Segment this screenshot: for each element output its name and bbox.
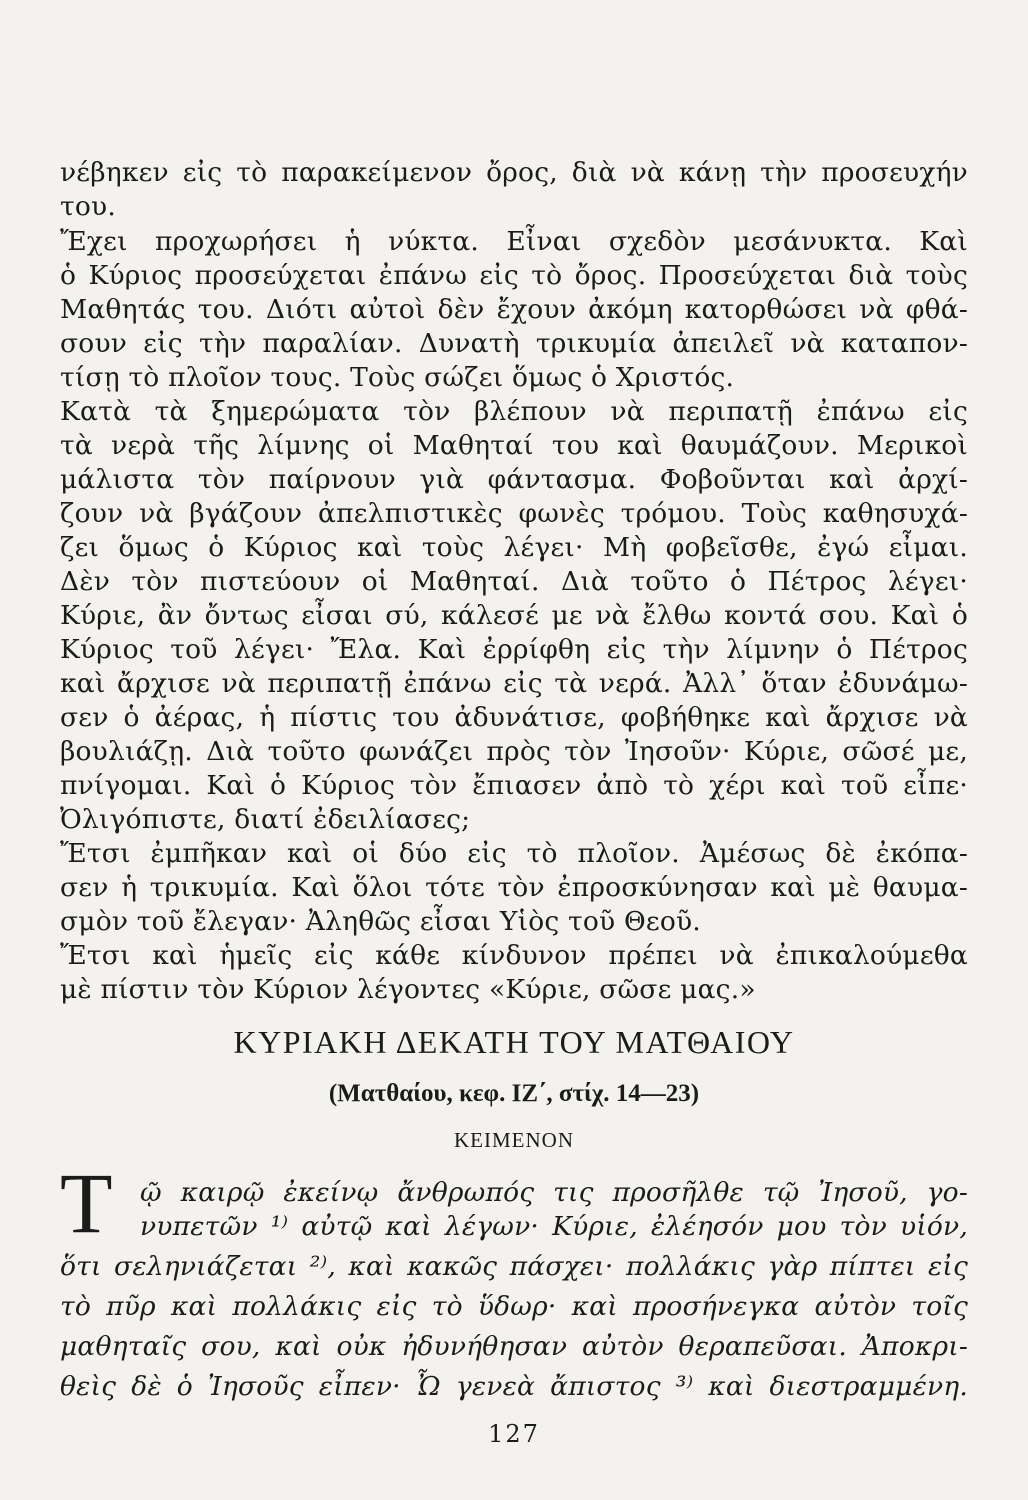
scripture-line: τὸ πῦρ καὶ πολλάκις εἰς τὸ ὕδωρ· καὶ προσήνεγκα αὐτὸν τοῖς [60, 1291, 968, 1322]
body-line: σουν εἰς τὴν παραλίαν. Δυνατὴ τρικυμία ἀπειλεῖ νὰ καταπον- [60, 328, 968, 359]
body-line: του. [60, 191, 116, 222]
section-label: ΚΕΙΜΕΝΟΝ [454, 1128, 574, 1152]
body-line: Ἔχει προχωρήσει ἡ νύκτα. Εἶναι σχεδὸν μεσάνυκτα. Καὶ [60, 226, 968, 257]
body-line: Μαθητάς του. Διότι αὐτοὶ δὲν ἔχουν ἀκόμη κατορθώσει νὰ φθά- [60, 294, 968, 325]
scripture-line: μαθηταῖς σου, καὶ οὐκ ἠδυνήθησαν αὐτὸν θεραπεῦσαι. Ἀποκρι- [60, 1331, 968, 1362]
body-line: τίσῃ τὸ πλοῖον τους. Τοὺς σώζει ὅμως ὁ Χριστός. [60, 362, 735, 393]
body-line: Ὀλιγόπιστε, διατί ἐδειλίασες; [60, 804, 471, 835]
scripture-line: θεὶς δὲ ὁ Ἰησοῦς εἶπεν· Ὦ γενεὰ ἄπιστος ³⁾ καὶ διεστραμμένη. [60, 1371, 968, 1402]
body-line: Δὲν τὸν πιστεύουν οἱ Μαθηταί. Διὰ τοῦτο ὁ Πέτρος λέγει· [60, 566, 968, 597]
section-subtitle: (Ματθαίου, κεφ. ΙΖ΄, στίχ. 14—23) [328, 1080, 700, 1107]
body-line: καὶ ἄρχισε νὰ περιπατῇ ἐπάνω εἰς τὰ νερά. Ἀλλ᾿ ὅταν ἐδυνάμω- [60, 668, 968, 699]
body-line: Κύριε, ἂν ὄντως εἶσαι σύ, κάλεσέ με νὰ ἔλθω κοντά σου. Καὶ ὁ [60, 600, 968, 631]
scripture-line: νυπετῶν ¹⁾ αὐτῷ καὶ λέγων· Κύριε, ἐλέησόν μου τὸν υἱόν, [140, 1211, 968, 1242]
body-line: βουλιάζῃ. Διὰ τοῦτο φωνάζει πρὸς τὸν Ἰησοῦν· Κύριε, σῶσέ με, [60, 736, 968, 767]
body-line: σμὸν τοῦ ἔλεγαν· Ἀληθῶς εἶσαι Υἱὸς τοῦ Θεοῦ. [60, 906, 701, 937]
body-line: σεν ὁ ἀέρας, ἡ πίστις του ἀδυνάτισε, φοβήθηκε καὶ ἄρχισε νὰ [60, 702, 968, 733]
body-line: Κύριος τοῦ λέγει· Ἔλα. Καὶ ἐρρίφθη εἰς τὴν λίμνην ὁ Πέτρος [60, 634, 968, 665]
body-line: ὁ Κύριος προσεύχεται ἐπάνω εἰς τὸ ὄρος. Προσεύχεται διὰ τοὺς [60, 260, 968, 291]
body-line: Κατὰ τὰ ξημερώματα τὸν βλέπουν νὰ περιπατῇ ἐπάνω εἰς [60, 396, 968, 427]
body-line: πνίγομαι. Καὶ ὁ Κύριος τὸν ἔπιασεν ἀπὸ τὸ χέρι καὶ τοῦ εἶπε· [60, 770, 968, 801]
scripture-line: ὅτι σεληνιάζεται ²⁾, καὶ κακῶς πάσχει· πολλάκις γὰρ πίπτει εἰς [60, 1251, 968, 1282]
body-line: μάλιστα τὸν παίρνουν γιὰ φάντασμα. Φοβοῦνται καὶ ἀρχί- [60, 464, 968, 495]
drop-cap: Τ [60, 1155, 113, 1251]
body-line: Ἔτσι καὶ ἡμεῖς εἰς κάθε κίνδυνον πρέπει νὰ ἐπικαλούμεθα [60, 940, 968, 971]
scripture-line: ῷ καιρῷ ἐκείνῳ ἄνθρωπός τις προσῆλθε τῷ Ἰησοῦ, γο- [140, 1177, 968, 1208]
body-line: ζει ὅμως ὁ Κύριος καὶ τοὺς λέγει· Μὴ φοβεῖσθε, ἐγώ εἶμαι. [60, 532, 968, 563]
page-number: 127 [488, 1420, 540, 1448]
body-line: μὲ πίστιν τὸν Κύριον λέγοντες «Κύριε, σῶσε μας.» [60, 974, 756, 1005]
section-title: ΚΥΡΙΑΚΗ ΔΕΚΑΤΗ ΤΟΥ ΜΑΤΘΑΙΟΥ [233, 1024, 795, 1060]
body-line: νέβηκεν εἰς τὸ παρακείμενον ὄρος, διὰ νὰ κάνῃ τὴν προσευχήν [60, 157, 968, 188]
body-line: σεν ἡ τρικυμία. Καὶ ὅλοι τότε τὸν ἐπροσκύνησαν καὶ μὲ θαυμα- [60, 872, 968, 903]
body-line: Ἔτσι ἐμπῆκαν καὶ οἱ δύο εἰς τὸ πλοῖον. Ἀμέσως δὲ ἐκόπα- [60, 838, 968, 869]
body-line: ζουν νὰ βγάζουν ἀπελπιστικὲς φωνὲς τρόμου. Τοὺς καθησυχά- [60, 498, 968, 529]
body-line: τὰ νερὰ τῆς λίμνης οἱ Μαθηταί του καὶ θαυμάζουν. Μερικοὶ [60, 430, 968, 461]
